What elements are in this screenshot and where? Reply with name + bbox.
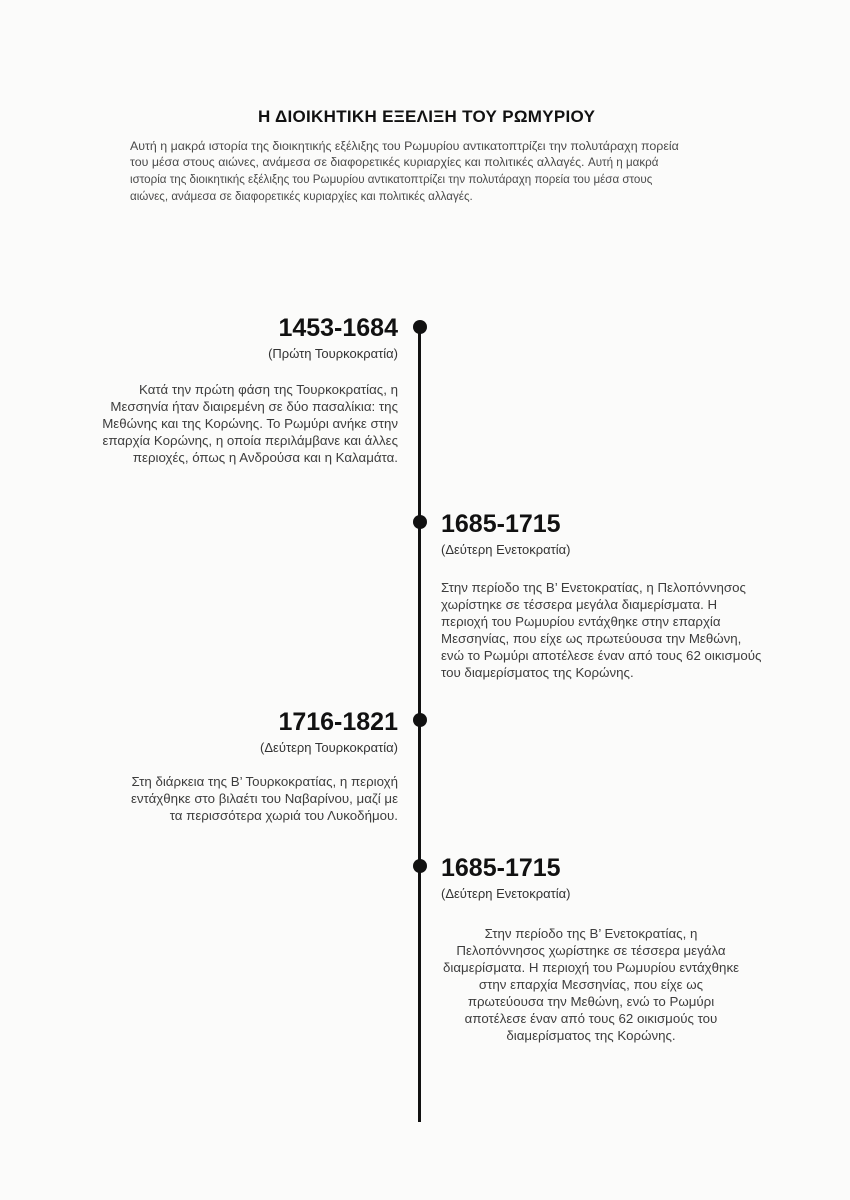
entry-description: Στην περίοδο της Β’ Ενετοκρατίας, η Πελοπόννησος χωρίστηκε σε τέσσερα μεγάλα διαμερίσματα. Η περιοχή του Ρωμυρίου εντάχθηκε στην επαρχία Μεσσηνίας, που είχε ως πρωτεύουσα την Μεθώνη, ενώ το Ρωμύρι αποτέλεσε έναν από τους 62 οικισμούς του διαμερίσματος της Κορώνης. bbox=[441, 580, 762, 680]
entry-subtitle: (Πρώτη Τουρκοκρατία) bbox=[268, 346, 398, 361]
entry-subtitle: (Δεύτερη Ενετοκρατία) bbox=[441, 886, 571, 901]
entry-period: 1685-1715 bbox=[441, 510, 561, 538]
entry-description: Στη διάρκεια της Β’ Τουρκοκρατίας, η περιοχή εντάχθηκε στο βιλαέτι του Ναβαρίνου, μαζί με τα περισσότερα χωριά του Λυκοδήμου. bbox=[130, 774, 398, 823]
timeline-entry bbox=[441, 854, 741, 1044]
intro-paragraph bbox=[130, 138, 690, 205]
entry-subtitle: (Δεύτερη Τουρκοκρατία) bbox=[260, 740, 398, 755]
timeline-entry bbox=[130, 708, 398, 824]
entry-subtitle: (Δεύτερη Ενετοκρατία) bbox=[441, 542, 571, 557]
entry-period: 1716-1821 bbox=[278, 708, 398, 736]
timeline-marker bbox=[413, 713, 427, 727]
timeline-entry bbox=[441, 510, 767, 681]
timeline-marker bbox=[413, 859, 427, 873]
entry-period: 1453-1684 bbox=[278, 314, 398, 342]
timeline-entry bbox=[100, 314, 398, 466]
entry-description: Στην περίοδο της Β’ Ενετοκρατίας, η Πελοπόννησος χωρίστηκε σε τέσσερα μεγάλα διαμερίσματα. Η περιοχή του Ρωμυρίου εντάχθηκε στην επαρχία Μεσσηνίας, που είχε ως πρωτεύουσα την Μεθώνη, ενώ το Ρωμύρι αποτέλεσε έναν από τους 62 οικισμούς του διαμερίσματος της Κορώνης. bbox=[442, 926, 740, 1043]
timeline-marker bbox=[413, 320, 427, 334]
intro-text: Αυτή η μακρά ιστορία της διοικητικής εξέλιξης του Ρωμυρίου αντικατοπτρίζει την πολυτάραχη πορεία του μέσα στους αιώνες, ανάμεσα σε διαφορετικές κυριαρχίες και πολιτικές αλλαγές. bbox=[130, 139, 679, 169]
page-title: Η ΔΙΟΙΚΗΤΙΚΗ ΕΞΕΛΙΞΗ ΤΟΥ ΡΩΜΥΡΙΟΥ bbox=[258, 107, 596, 126]
entry-description: Κατά την πρώτη φάση της Τουρκοκρατίας, η Μεσσηνία ήταν διαιρεμένη σε δύο πασαλίκια: της Μεθώνης και της Κορώνης. Το Ρωμύρι ανήκε στην επαρχία Κορώνης, η οποία περιλάμβανε και άλλες περιοχές, όπως η Ανδρούσα και η Καλαμάτα. bbox=[102, 382, 398, 465]
entry-period: 1685-1715 bbox=[441, 854, 561, 882]
intro-text-repeat: Αυτή η μακρά ιστορία της διοικητικής εξέλιξης του Ρωμυρίου αντικατοπτρίζει την πολυτάραχη πορεία του μέσα στους αιώνες, ανάμεσα σε διαφορετικές κυριαρχίες και πολιτικές αλλαγές. bbox=[130, 156, 659, 203]
timeline-marker bbox=[413, 515, 427, 529]
